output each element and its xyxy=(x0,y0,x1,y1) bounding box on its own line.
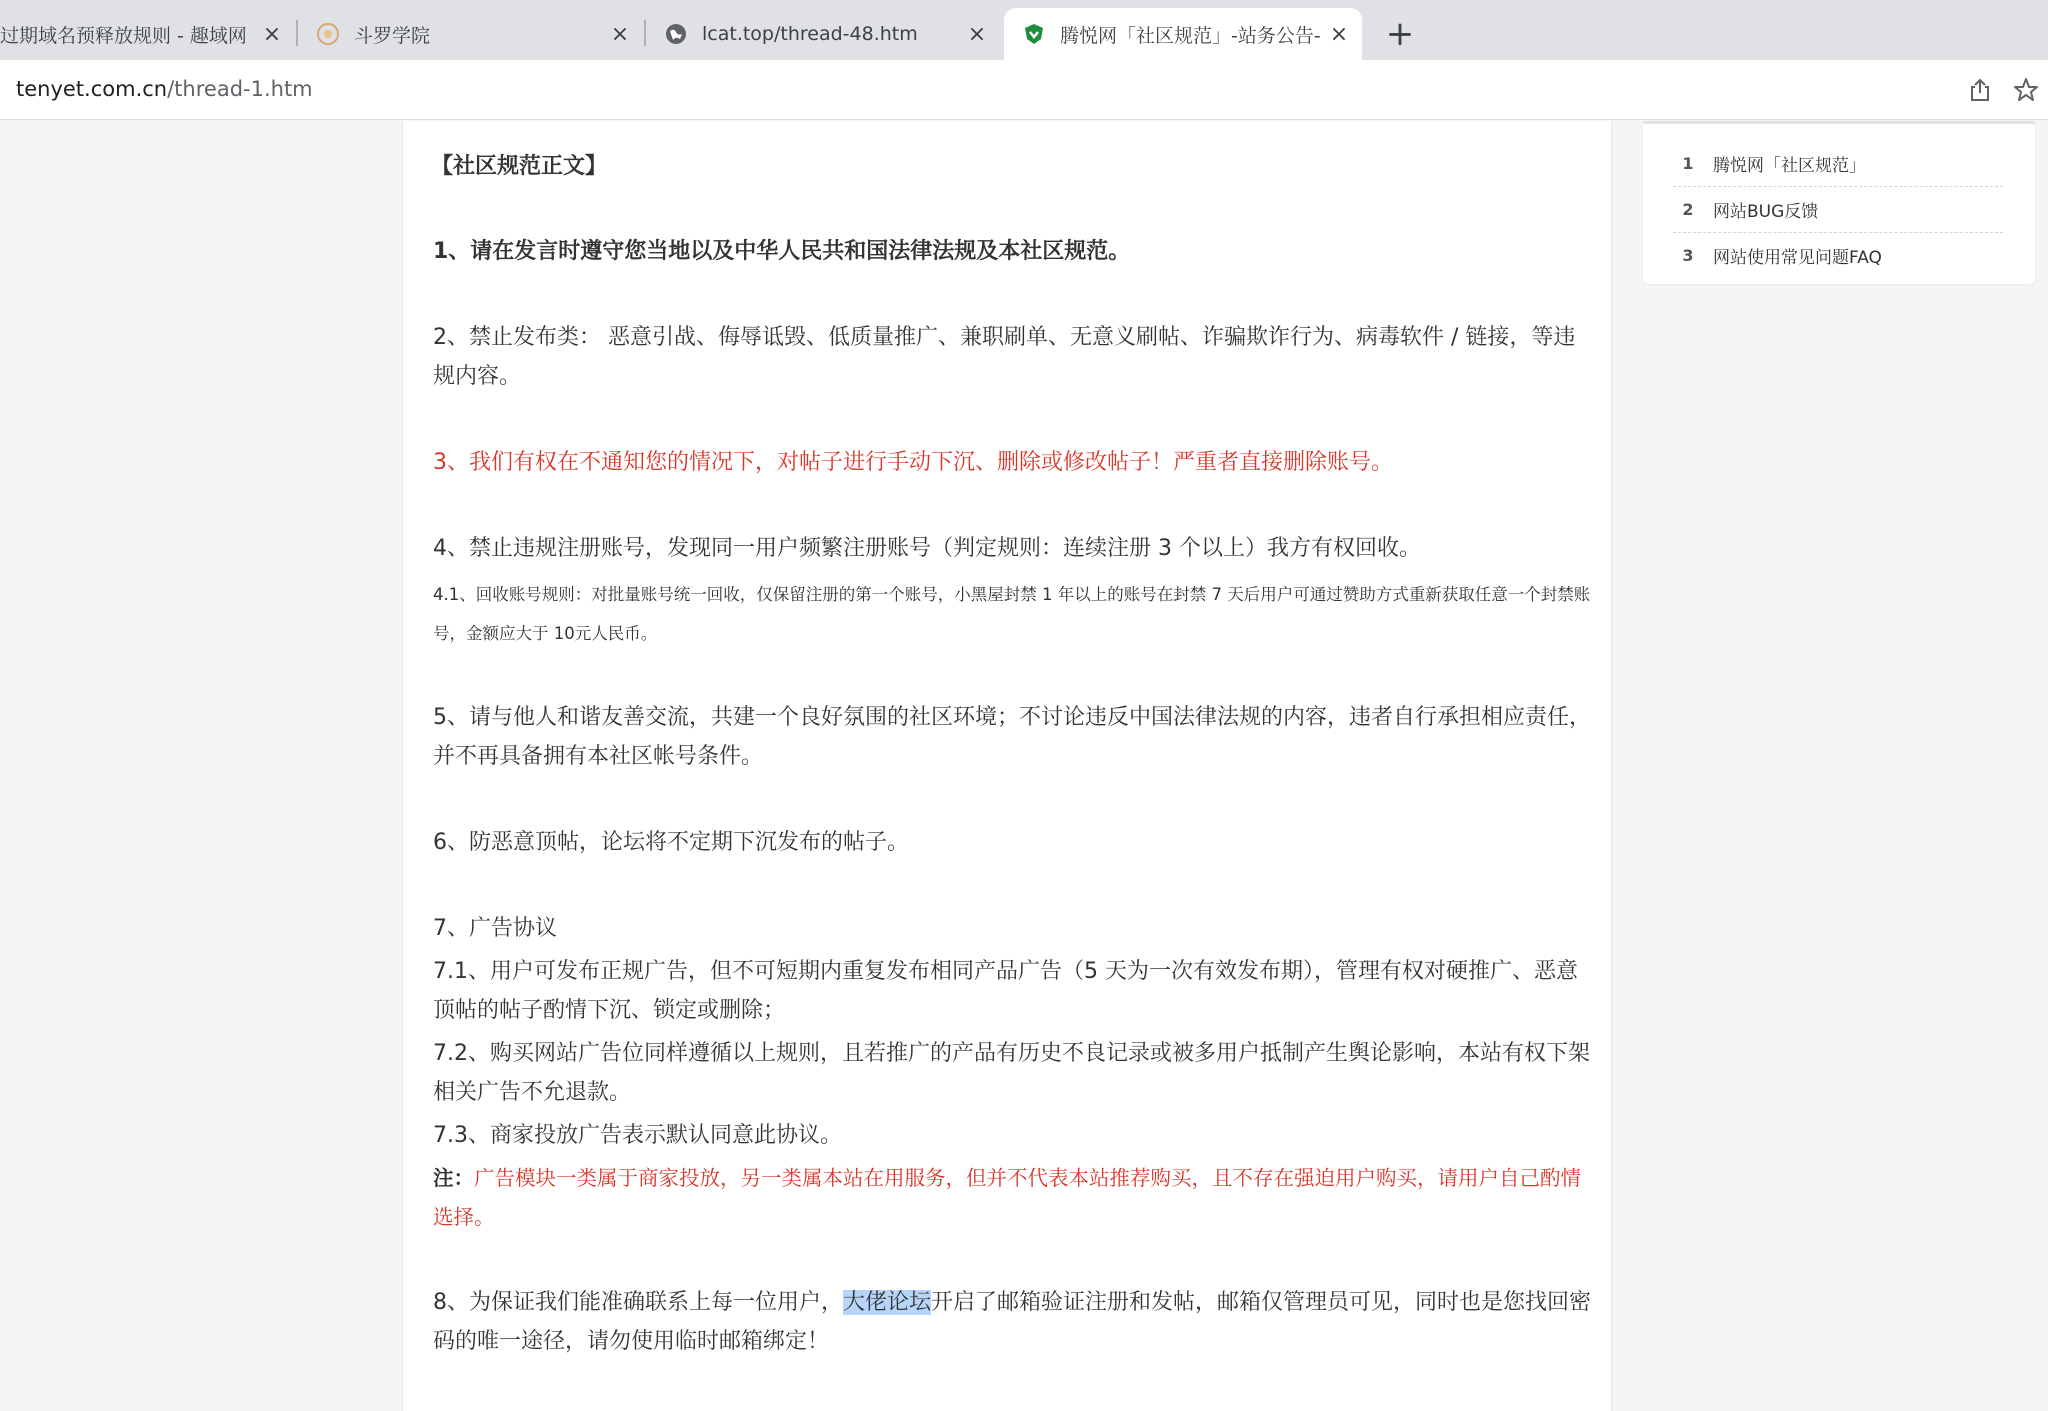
sidebar-item-label: 腾悦网「社区规范」 xyxy=(1713,155,1866,176)
rule-5: 5、请与他人和谐友善交流，共建一个良好氛围的社区环境；不讨论违反中国法律法规的内容，违者自行承担相应责任，并不再具备拥有本社区帐号条件。 xyxy=(433,705,1592,769)
tab-title: 斗罗学院 xyxy=(354,24,431,47)
share-icon[interactable] xyxy=(1966,76,1994,104)
sidebar-item-number: 2 xyxy=(1682,199,1694,219)
tab-title: lcat.top/thread-48.htm xyxy=(702,23,918,45)
rule-7: 7、广告协议 xyxy=(433,916,557,941)
url-host: tenyet.com.cn xyxy=(16,77,168,101)
tab-strip xyxy=(0,0,2048,60)
rule-8-text-before: 8、为保证我们能准确联系上每一位用户， xyxy=(433,1290,843,1315)
rule-7-3: 7.3、商家投放广告表示默认同意此协议。 xyxy=(433,1123,842,1148)
tab-title: 过期域名预释放规则 - 趣域网 xyxy=(0,24,247,47)
sidebar-item-label: 网站BUG反馈 xyxy=(1713,201,1819,222)
rule-8 xyxy=(433,1283,1593,1361)
tab-domain-rules[interactable] xyxy=(0,8,295,60)
sidebar-item-faq[interactable] xyxy=(1673,232,2003,278)
article-body xyxy=(402,121,1612,1411)
ad-note-text: 广告模块一类属于商家投放，另一类属本站在用服务，但并不代表本站推荐购买，且不存在强迫用户购买，请用户自己酌情选择。 xyxy=(433,1166,1581,1229)
tab-douluo[interactable] xyxy=(298,8,643,60)
rule-8-text-after: 开启了邮箱验证注册和发帖，邮箱仅管理员可见，同时也是您找回密码的唯一途径，请勿使用临时邮箱绑定！ xyxy=(433,1290,1592,1354)
close-icon[interactable]: × xyxy=(1329,21,1349,47)
url-path: /thread-1.htm xyxy=(167,77,313,101)
ad-note-label: 注： xyxy=(433,1166,474,1190)
rule-6: 6、防恶意顶帖，论坛将不定期下沉发布的帖子。 xyxy=(433,830,909,855)
rule-3: 3、我们有权在不通知您的情况下，对帖子进行手动下沉、删除或修改帖子！严重者直接删除账号。 xyxy=(433,450,1394,475)
sidebar-item-bug-report[interactable] xyxy=(1673,186,2003,233)
tab-title: 腾悦网「社区规范」-站务公告- xyxy=(1060,24,1321,47)
sidebar-item-number: 3 xyxy=(1682,245,1694,265)
rule-7-1: 7.1、用户可发布正规广告，但不可短期内重复发布相同产品广告（5 天为一次有效发布期），管理有权对硬推广、恶意顶帖的帖子酌情下沉、锁定或删除； xyxy=(433,959,1578,1023)
tab-lcat[interactable] xyxy=(646,8,1000,60)
shield-logo-icon xyxy=(1022,22,1046,46)
tab-tenyet-active[interactable] xyxy=(1004,8,1362,60)
address-bar[interactable] xyxy=(0,60,2048,120)
ad-note xyxy=(433,1159,1593,1237)
related-threads-panel xyxy=(1643,121,2035,284)
close-icon[interactable]: × xyxy=(967,21,987,47)
rule-1: 1、请在发言时遵守您当地以及中华人民共和国法律法规及本社区规范。 xyxy=(433,239,1131,264)
close-icon[interactable]: × xyxy=(610,21,630,47)
rule-7-2: 7.2、购买网站广告位同样遵循以上规则，且若推广的产品有历史不良记录或被多用户抵制产生舆论影响，本站有权下架相关广告不允退款。 xyxy=(433,1041,1590,1105)
sidebar-item-community-rules[interactable] xyxy=(1673,140,2003,187)
url-text[interactable] xyxy=(16,60,313,120)
globe-icon xyxy=(664,22,688,46)
rule-4: 4、禁止违规注册账号，发现同一用户频繁注册账号（判定规则：连续注册 3 个以上）我方有权回收。 xyxy=(433,536,1421,561)
close-icon[interactable]: × xyxy=(262,21,282,47)
bookmark-star-icon[interactable] xyxy=(2012,76,2040,104)
selected-text: 大佬论坛 xyxy=(843,1290,932,1315)
new-tab-button[interactable]: + xyxy=(1385,14,1415,54)
sidebar-item-label: 网站使用常见问题FAQ xyxy=(1713,247,1882,268)
rule-4-1: 4.1、回收账号规则：对批量账号统一回收，仅保留注册的第一个账号，小黑屋封禁 1 年以上的账号在封禁 7 天后用户可通过赞助方式重新获取任意一个封禁账号，金额应大于 10元人民币。 xyxy=(433,585,1591,643)
article-heading: 【社区规范正文】 xyxy=(431,154,608,179)
sidebar-item-number: 1 xyxy=(1682,153,1694,173)
rule-2: 2、禁止发布类： 恶意引战、侮辱诋毁、低质量推广、兼职刷单、无意义刷帖、诈骗欺诈行为、病毒软件 / 链接，等违规内容。 xyxy=(433,325,1576,389)
gear-logo-icon xyxy=(316,22,340,46)
